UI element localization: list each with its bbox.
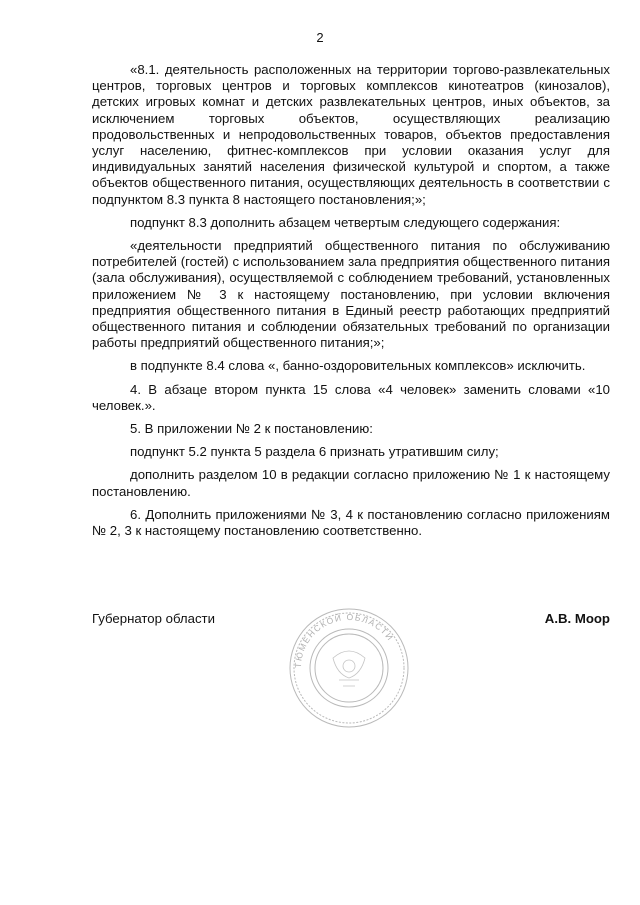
paragraph-item-4: 4. В абзаце втором пункта 15 слова «4 человек» заменить словами «10 человек.». <box>92 381 610 413</box>
signatory-title: Губернатор области <box>92 611 215 626</box>
paragraph-item-6: 6. Дополнить приложениями № 3, 4 к постановлению согласно приложениям № 2, 3 к настоящему постановлению соответственно. <box>92 506 610 539</box>
page-number: 2 <box>316 30 324 45</box>
paragraph-8-3-quote: «деятельности предприятий общественного питания по обслуживанию потребителей (гостей) с использованием зала предприятия общественного питания (зала обслуживания), осуществляемой с соблюдением требований, установленных приложением № 3 к настоящему постановлению, при условии включения предприятия общественного питания в Единый реестр работающих предприятий общественного питания и соблюдении обязательных требований по организации работы предприятий общественного питания;»; <box>92 238 610 351</box>
svg-text:ТЮМЕНСКОЙ ОБЛАСТИ <box>293 611 396 668</box>
paragraph-8-1: «8.1. деятельность расположенных на территории торгово-развлекательных центров, торговых центров и торговых комплексов кинотеатров (кинозалов), детских игровых комнат и детских развлекательных центров, иных объектов, за исключением торговых объектов, осуществляющих реализацию продовольственных и непродовольственных товаров, объектов предоставления услуг населению, фитнес-комплексов при условии оказания услуг для индивидуальных занятий населения физической культурой и спортом, а также объектов общественного питания, осуществляющих деятельность в соответствии с подпунктом 8.3 пункта 8 настоящего постановления;»; <box>92 62 610 207</box>
paragraph-item-5-sub-2: дополнить разделом 10 в редакции согласно приложению № 1 к настоящему постановлению. <box>92 467 610 499</box>
seal-text: ТЮМЕНСКОЙ ОБЛАСТИ <box>292 611 396 669</box>
paragraph-8-4: в подпункте 8.4 слова «, банно-оздоровительных комплексов» исключить. <box>130 358 586 374</box>
paragraph-8-3-intro: подпункт 8.3 дополнить абзацем четвертым следующего содержания: <box>130 214 561 230</box>
signatory-name: А.В. Моор <box>544 611 610 626</box>
paragraph-item-5-sub-1: подпункт 5.2 пункта 5 раздела 6 признать утратившим силу; <box>130 444 499 460</box>
official-seal <box>287 606 411 730</box>
document-body <box>92 62 610 546</box>
paragraph-item-5: 5. В приложении № 2 к постановлению: <box>130 421 373 437</box>
